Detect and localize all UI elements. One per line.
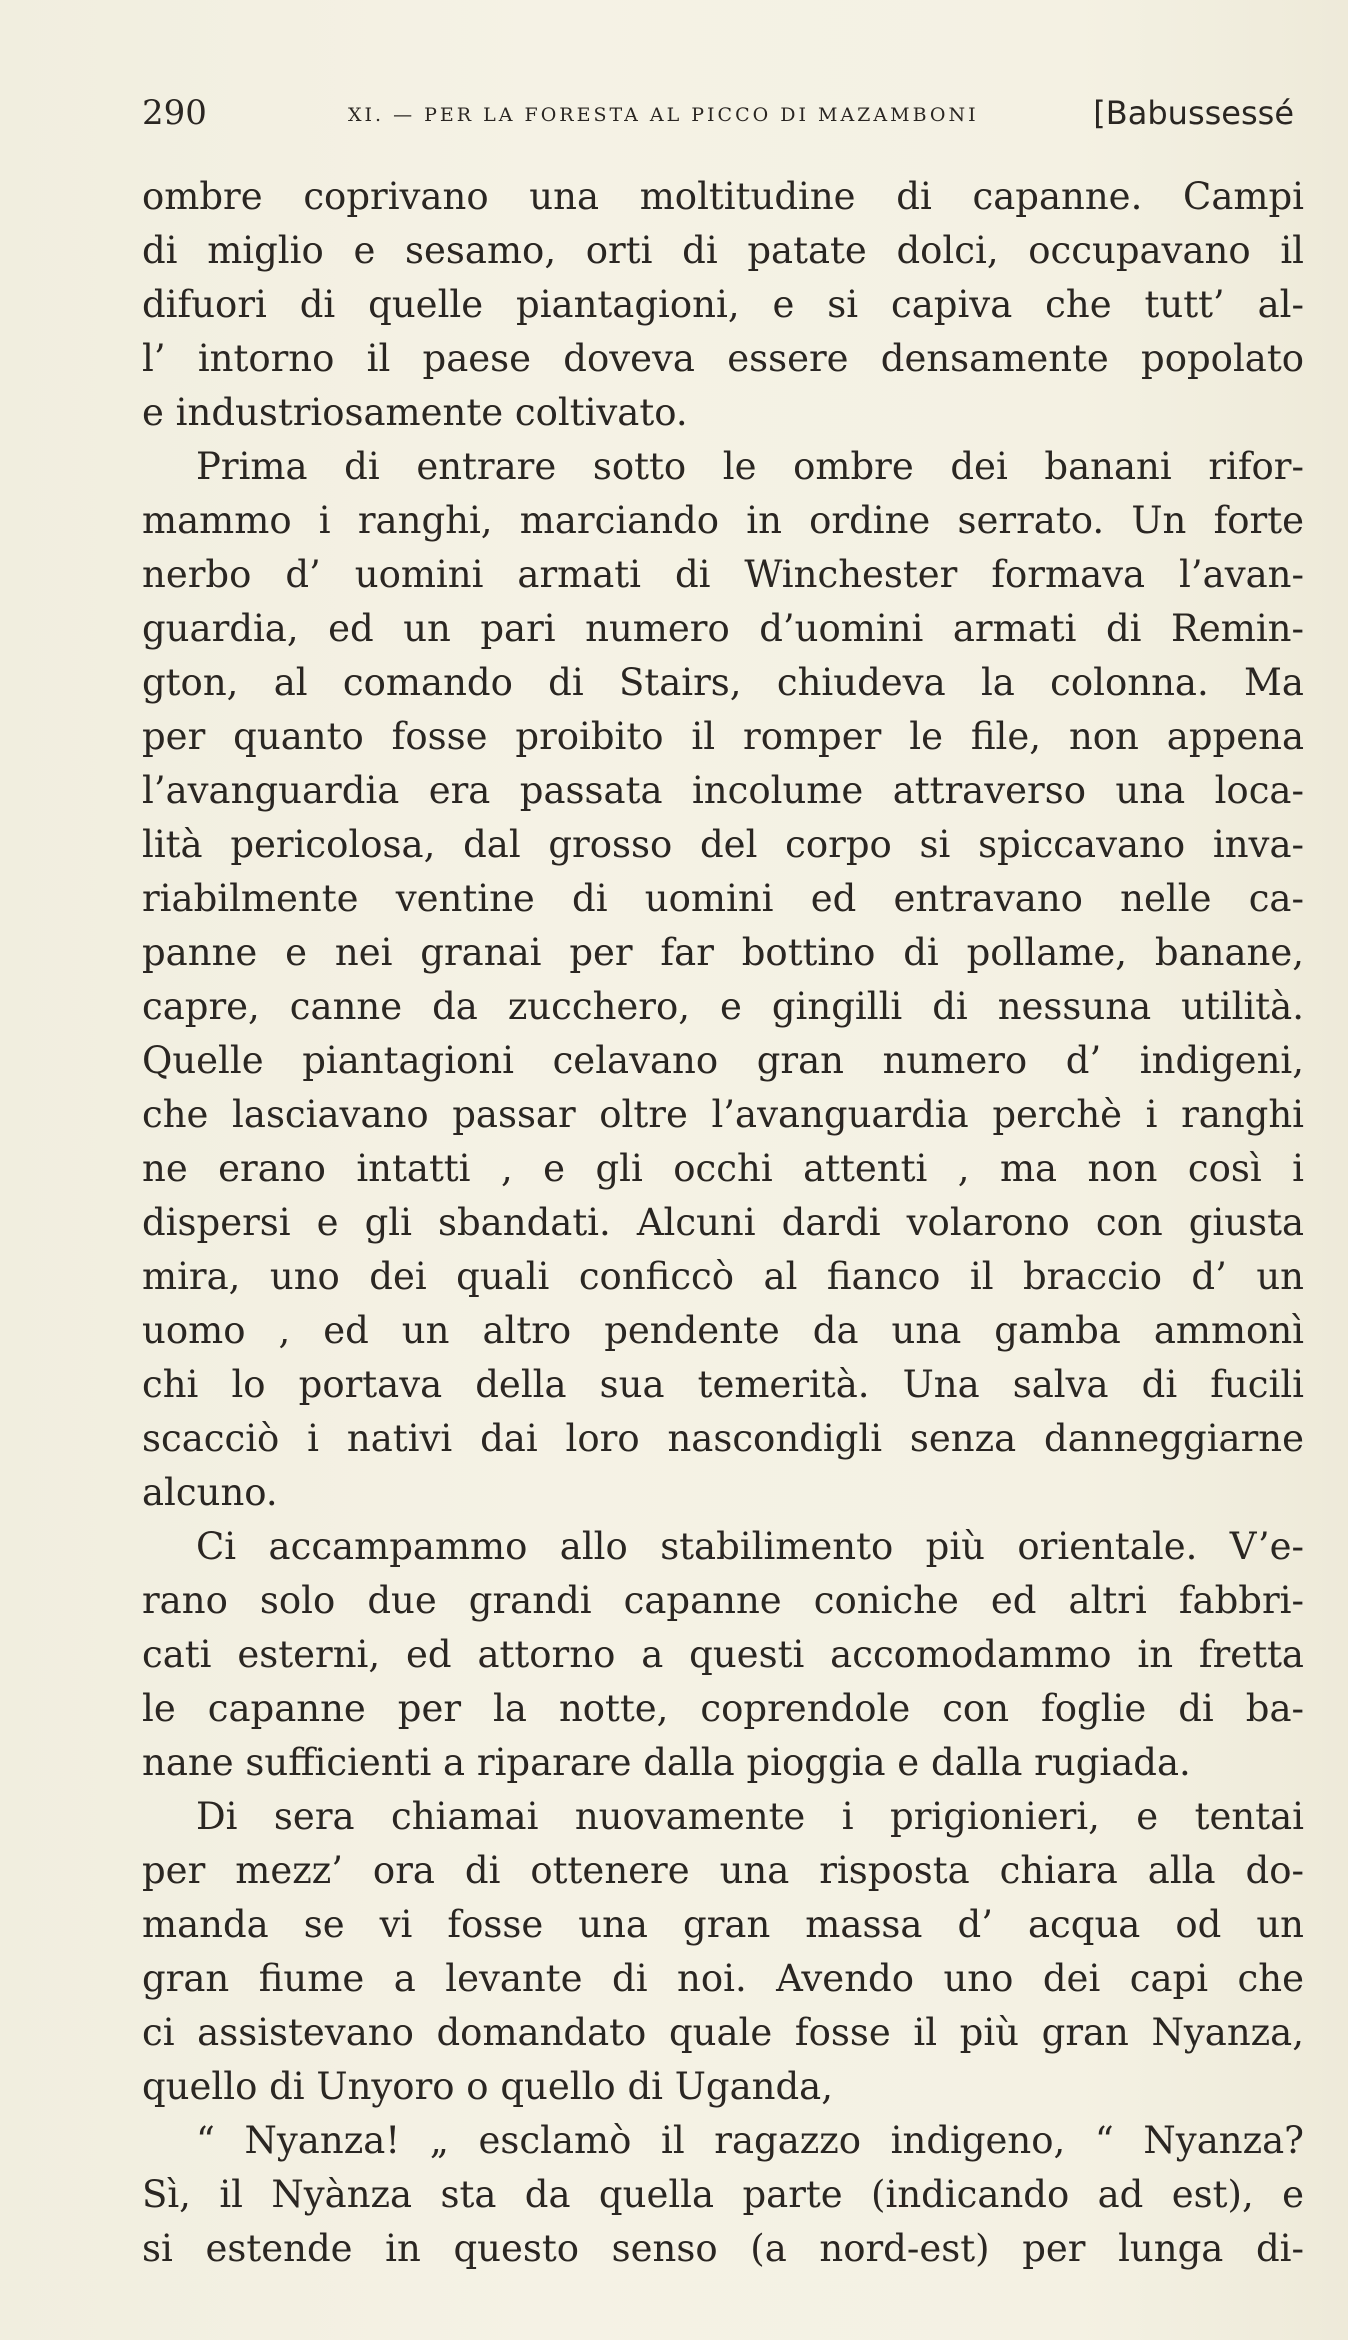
- text-line: le capanne per la notte, coprendole con foglie di ba-: [142, 1687, 1304, 1730]
- text-line: chi lo portava della sua temerità. Una salva di fucili: [142, 1363, 1304, 1406]
- text-line: Quelle piantagioni celavano gran numero d’ indigeni,: [142, 1039, 1304, 1082]
- running-title: XI. — PER LA FORESTA AL PICCO DI MAZAMBONI: [348, 104, 979, 126]
- section-marker: [Babussessé: [1093, 94, 1294, 132]
- text-line: guardia, ed un pari numero d’uomini armati di Remin-: [142, 607, 1304, 650]
- text-line: e industriosamente coltivato.: [142, 391, 688, 434]
- text-line: si estende in questo senso (a nord-est) per lunga di-: [142, 2227, 1304, 2270]
- text-line: capre, canne da zucchero, e gingilli di nessuna utilità.: [142, 985, 1304, 1028]
- text-line: cati esterni, ed attorno a questi accomodammo in fretta: [142, 1633, 1304, 1676]
- text-line: uomo , ed un altro pendente da una gamba ammonì: [142, 1309, 1304, 1352]
- text-line: nerbo d’ uomini armati di Winchester formava l’avan-: [142, 553, 1304, 596]
- text-line: che lasciavano passar oltre l’avanguardia perchè i ranghi: [142, 1093, 1304, 1136]
- text-line: gran fiume a levante di noi. Avendo uno dei capi che: [142, 1957, 1304, 2000]
- text-line: quello di Unyoro o quello di Uganda,: [142, 2065, 834, 2108]
- text-line: nane sufficienti a riparare dalla pioggia e dalla rugiada.: [142, 1741, 1191, 1784]
- body-text: [142, 170, 1304, 2276]
- text-line: rano solo due grandi capanne coniche ed altri fabbri-: [142, 1579, 1304, 1622]
- text-line: ombre coprivano una moltitudine di capanne. Campi: [142, 175, 1304, 218]
- text-line: Sì, il Nyànza sta da quella parte (indicando ad est), e: [142, 2173, 1304, 2216]
- paragraph-start-line: Di sera chiamai nuovamente i prigionieri, e tentai: [196, 1795, 1304, 1838]
- text-line: mira, uno dei quali conficcò al fianco il braccio d’ un: [142, 1255, 1304, 1298]
- text-line: l’ intorno il paese doveva essere densamente popolato: [142, 337, 1304, 380]
- text-line: di miglio e sesamo, orti di patate dolci, occupavano il: [142, 229, 1304, 272]
- text-line: alcuno.: [142, 1471, 278, 1514]
- page-number: 290: [142, 93, 207, 133]
- text-line: per quanto fosse proibito il romper le file, non appena: [142, 715, 1304, 758]
- text-line: panne e nei granai per far bottino di pollame, banane,: [142, 931, 1304, 974]
- text-line: ci assistevano domandato quale fosse il più gran Nyanza,: [142, 2011, 1304, 2054]
- text-line: dispersi e gli sbandati. Alcuni dardi volarono con giusta: [142, 1201, 1304, 1244]
- text-line: scacciò i nativi dai loro nascondigli senza danneggiarne: [142, 1417, 1304, 1460]
- text-line: lità pericolosa, dal grosso del corpo si spiccavano inva-: [142, 823, 1304, 866]
- text-line: l’avanguardia era passata incolume attraverso una loca-: [142, 769, 1304, 812]
- text-line: difuori di quelle piantagioni, e si capiva che tutt’ al-: [142, 283, 1304, 326]
- text-line: per mezz’ ora di ottenere una risposta chiara alla do-: [142, 1849, 1304, 1892]
- text-line: ne erano intatti , e gli occhi attenti , ma non così i: [142, 1147, 1304, 1190]
- text-line: mammo i ranghi, marciando in ordine serrato. Un forte: [142, 499, 1304, 542]
- text-line: riabilmente ventine di uomini ed entravano nelle ca-: [142, 877, 1304, 920]
- text-line: gton, al comando di Stairs, chiudeva la colonna. Ma: [142, 661, 1304, 704]
- paragraph-start-line: Prima di entrare sotto le ombre dei banani rifor-: [196, 445, 1304, 488]
- paragraph-start-line: Ci accampammo allo stabilimento più orientale. V’e-: [196, 1525, 1304, 1568]
- paragraph-start-line: “ Nyanza! „ esclamò il ragazzo indigeno, “ Nyanza?: [196, 2119, 1304, 2162]
- page-header: [142, 88, 1294, 138]
- text-line: manda se vi fosse una gran massa d’ acqua od un: [142, 1903, 1304, 1946]
